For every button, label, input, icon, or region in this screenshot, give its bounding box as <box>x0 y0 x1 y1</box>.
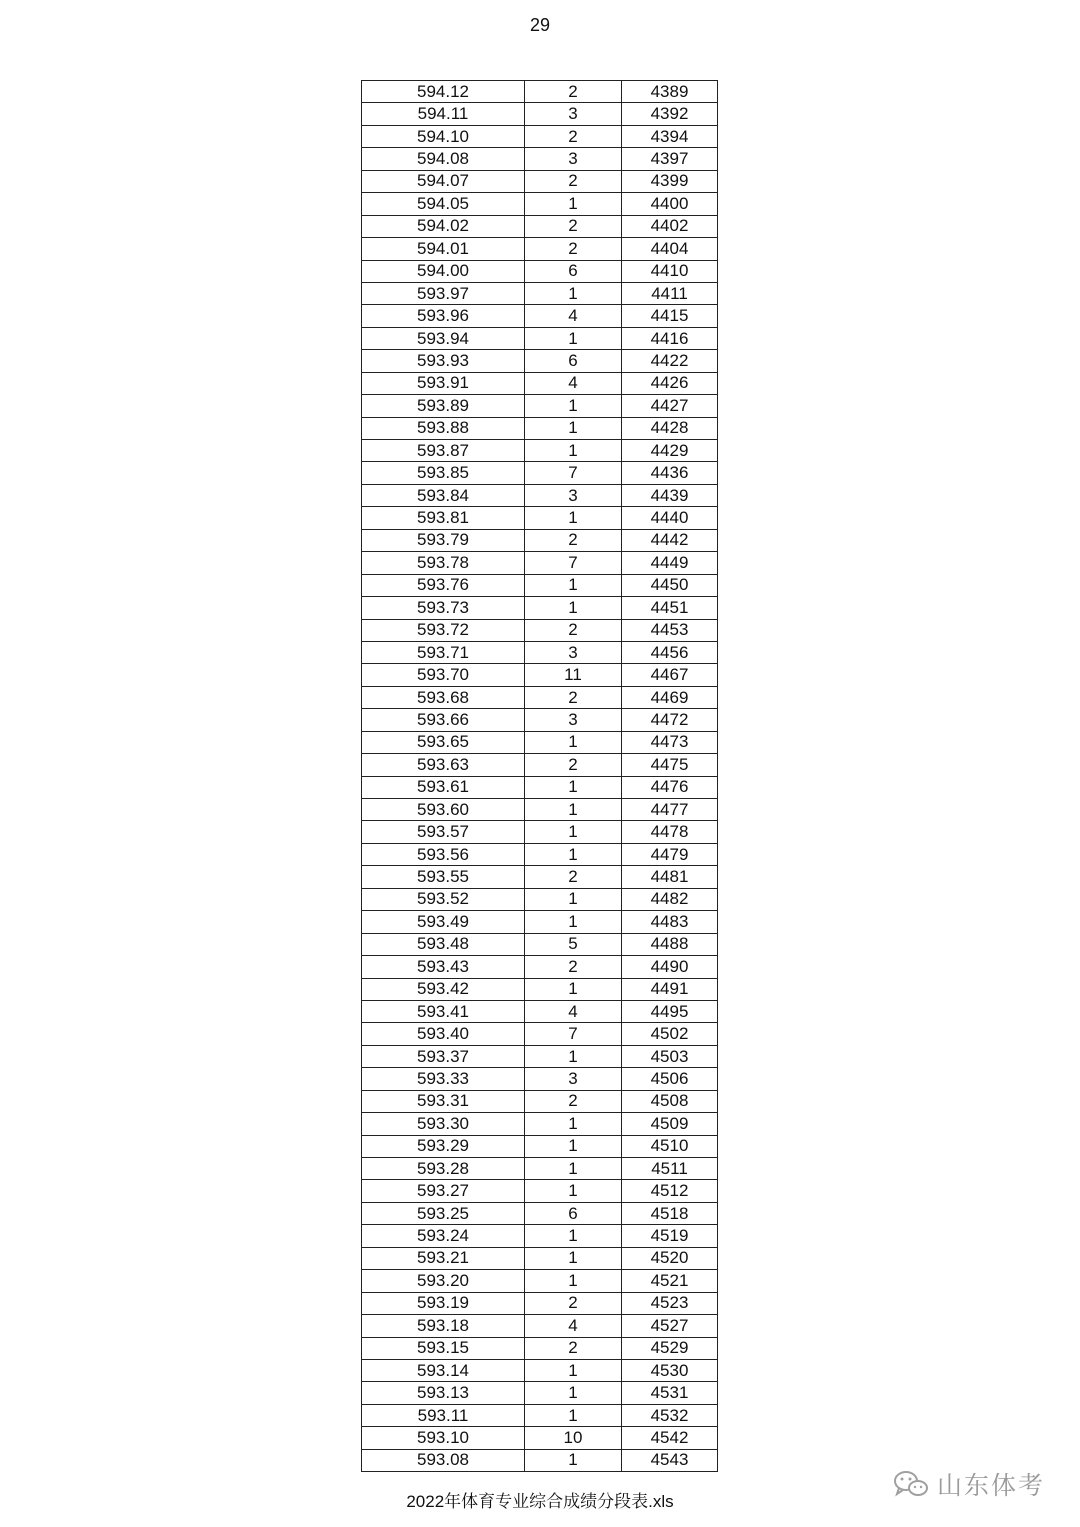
cumulative-cell: 4479 <box>622 843 718 865</box>
score-cell: 593.72 <box>362 619 525 641</box>
cumulative-cell: 4472 <box>622 709 718 731</box>
cumulative-cell: 4483 <box>622 911 718 933</box>
cumulative-cell: 4473 <box>622 731 718 753</box>
cumulative-cell: 4411 <box>622 282 718 304</box>
cumulative-cell: 4491 <box>622 978 718 1000</box>
score-cell: 593.57 <box>362 821 525 843</box>
count-cell: 1 <box>525 1247 622 1269</box>
cumulative-cell: 4509 <box>622 1113 718 1135</box>
table-row <box>362 1315 718 1337</box>
cumulative-cell: 4481 <box>622 866 718 888</box>
table-row <box>362 260 718 282</box>
score-cell: 593.10 <box>362 1427 525 1449</box>
table-row <box>362 709 718 731</box>
table-row <box>362 1225 718 1247</box>
table-row <box>362 350 718 372</box>
score-cell: 593.88 <box>362 417 525 439</box>
table-row <box>362 305 718 327</box>
table-row <box>362 238 718 260</box>
score-cell: 594.12 <box>362 81 525 103</box>
table-row <box>362 821 718 843</box>
score-cell: 593.14 <box>362 1359 525 1381</box>
score-cell: 593.15 <box>362 1337 525 1359</box>
count-cell: 1 <box>525 417 622 439</box>
count-cell: 1 <box>525 1449 622 1471</box>
cumulative-cell: 4436 <box>622 462 718 484</box>
count-cell: 4 <box>525 1315 622 1337</box>
count-cell: 3 <box>525 641 622 663</box>
score-cell: 593.66 <box>362 709 525 731</box>
count-cell: 1 <box>525 440 622 462</box>
count-cell: 2 <box>525 81 622 103</box>
cumulative-cell: 4404 <box>622 238 718 260</box>
score-cell: 593.31 <box>362 1090 525 1112</box>
table-row <box>362 731 718 753</box>
count-cell: 7 <box>525 1023 622 1045</box>
cumulative-cell: 4442 <box>622 529 718 551</box>
cumulative-cell: 4543 <box>622 1449 718 1471</box>
score-cell: 593.48 <box>362 933 525 955</box>
cumulative-cell: 4512 <box>622 1180 718 1202</box>
table-row <box>362 81 718 103</box>
count-cell: 6 <box>525 350 622 372</box>
cumulative-cell: 4482 <box>622 888 718 910</box>
count-cell: 2 <box>525 1292 622 1314</box>
score-cell: 593.24 <box>362 1225 525 1247</box>
count-cell: 1 <box>525 978 622 1000</box>
score-cell: 593.73 <box>362 597 525 619</box>
count-cell: 3 <box>525 103 622 125</box>
score-cell: 593.25 <box>362 1202 525 1224</box>
count-cell: 2 <box>525 956 622 978</box>
count-cell: 1 <box>525 776 622 798</box>
score-cell: 593.13 <box>362 1382 525 1404</box>
score-cell: 593.96 <box>362 305 525 327</box>
cumulative-cell: 4475 <box>622 754 718 776</box>
cumulative-cell: 4389 <box>622 81 718 103</box>
score-cell: 593.93 <box>362 350 525 372</box>
count-cell: 1 <box>525 843 622 865</box>
wechat-icon <box>893 1469 929 1499</box>
table-row <box>362 978 718 1000</box>
table-row <box>362 1180 718 1202</box>
count-cell: 1 <box>525 1270 622 1292</box>
cumulative-cell: 4451 <box>622 597 718 619</box>
score-cell: 594.07 <box>362 170 525 192</box>
score-cell: 593.61 <box>362 776 525 798</box>
score-cell: 593.87 <box>362 440 525 462</box>
score-cell: 593.41 <box>362 1000 525 1022</box>
table-row <box>362 664 718 686</box>
count-cell: 3 <box>525 709 622 731</box>
score-cell: 593.52 <box>362 888 525 910</box>
cumulative-cell: 4392 <box>622 103 718 125</box>
table-row <box>362 1337 718 1359</box>
score-cell: 594.08 <box>362 148 525 170</box>
cumulative-cell: 4495 <box>622 1000 718 1022</box>
table-row <box>362 597 718 619</box>
table-row <box>362 1247 718 1269</box>
cumulative-cell: 4467 <box>622 664 718 686</box>
score-cell: 594.00 <box>362 260 525 282</box>
cumulative-cell: 4394 <box>622 125 718 147</box>
table-row <box>362 1090 718 1112</box>
table-row <box>362 574 718 596</box>
table-row <box>362 372 718 394</box>
cumulative-cell: 4490 <box>622 956 718 978</box>
count-cell: 7 <box>525 552 622 574</box>
score-cell: 593.97 <box>362 282 525 304</box>
cumulative-cell: 4531 <box>622 1382 718 1404</box>
count-cell: 6 <box>525 1202 622 1224</box>
cumulative-cell: 4529 <box>622 1337 718 1359</box>
table-row <box>362 484 718 506</box>
cumulative-cell: 4453 <box>622 619 718 641</box>
score-cell: 593.94 <box>362 327 525 349</box>
count-cell: 2 <box>525 125 622 147</box>
count-cell: 1 <box>525 193 622 215</box>
count-cell: 2 <box>525 686 622 708</box>
table-row <box>362 1270 718 1292</box>
score-cell: 593.68 <box>362 686 525 708</box>
cumulative-cell: 4508 <box>622 1090 718 1112</box>
score-cell: 593.18 <box>362 1315 525 1337</box>
cumulative-cell: 4530 <box>622 1359 718 1381</box>
table-row <box>362 776 718 798</box>
watermark <box>893 1466 1045 1502</box>
count-cell: 1 <box>525 282 622 304</box>
score-cell: 594.11 <box>362 103 525 125</box>
count-cell: 2 <box>525 619 622 641</box>
score-cell: 593.60 <box>362 799 525 821</box>
count-cell: 2 <box>525 238 622 260</box>
table-row <box>362 170 718 192</box>
score-cell: 594.05 <box>362 193 525 215</box>
table-row <box>362 641 718 663</box>
table-row <box>362 1135 718 1157</box>
cumulative-cell: 4521 <box>622 1270 718 1292</box>
score-cell: 593.20 <box>362 1270 525 1292</box>
score-cell: 594.01 <box>362 238 525 260</box>
cumulative-cell: 4488 <box>622 933 718 955</box>
table-row <box>362 103 718 125</box>
score-cell: 593.71 <box>362 641 525 663</box>
table-row <box>362 529 718 551</box>
cumulative-cell: 4476 <box>622 776 718 798</box>
count-cell: 2 <box>525 170 622 192</box>
table-row <box>362 1404 718 1426</box>
score-cell: 593.76 <box>362 574 525 596</box>
cumulative-cell: 4428 <box>622 417 718 439</box>
count-cell: 1 <box>525 1135 622 1157</box>
count-cell: 1 <box>525 1382 622 1404</box>
table-row <box>362 193 718 215</box>
score-cell: 593.63 <box>362 754 525 776</box>
cumulative-cell: 4527 <box>622 1315 718 1337</box>
table-row <box>362 507 718 529</box>
cumulative-cell: 4427 <box>622 395 718 417</box>
score-cell: 593.70 <box>362 664 525 686</box>
cumulative-cell: 4523 <box>622 1292 718 1314</box>
table-row <box>362 1292 718 1314</box>
count-cell: 1 <box>525 821 622 843</box>
table-row <box>362 1000 718 1022</box>
table-row <box>362 686 718 708</box>
table-row <box>362 911 718 933</box>
score-cell: 593.42 <box>362 978 525 1000</box>
table-row <box>362 888 718 910</box>
count-cell: 1 <box>525 507 622 529</box>
page-number: 29 <box>529 15 551 35</box>
count-cell: 2 <box>525 529 622 551</box>
score-cell: 593.37 <box>362 1045 525 1067</box>
count-cell: 1 <box>525 574 622 596</box>
count-cell: 11 <box>525 664 622 686</box>
table-row <box>362 619 718 641</box>
cumulative-cell: 4503 <box>622 1045 718 1067</box>
score-cell: 593.89 <box>362 395 525 417</box>
table-row <box>362 933 718 955</box>
table-row <box>362 1068 718 1090</box>
score-cell: 593.11 <box>362 1404 525 1426</box>
score-cell: 593.65 <box>362 731 525 753</box>
table-row <box>362 462 718 484</box>
cumulative-cell: 4449 <box>622 552 718 574</box>
cumulative-cell: 4429 <box>622 440 718 462</box>
table-row <box>362 552 718 574</box>
count-cell: 6 <box>525 260 622 282</box>
cumulative-cell: 4532 <box>622 1404 718 1426</box>
count-cell: 4 <box>525 1000 622 1022</box>
count-cell: 1 <box>525 1045 622 1067</box>
count-cell: 1 <box>525 1225 622 1247</box>
table-row <box>362 148 718 170</box>
score-cell: 593.19 <box>362 1292 525 1314</box>
count-cell: 7 <box>525 462 622 484</box>
cumulative-cell: 4506 <box>622 1068 718 1090</box>
table-row <box>362 215 718 237</box>
cumulative-cell: 4416 <box>622 327 718 349</box>
table-row <box>362 1202 718 1224</box>
cumulative-cell: 4510 <box>622 1135 718 1157</box>
table-row <box>362 799 718 821</box>
score-cell: 593.79 <box>362 529 525 551</box>
score-cell: 593.28 <box>362 1158 525 1180</box>
cumulative-cell: 4397 <box>622 148 718 170</box>
score-cell: 593.08 <box>362 1449 525 1471</box>
count-cell: 1 <box>525 799 622 821</box>
count-cell: 1 <box>525 1180 622 1202</box>
score-cell: 593.29 <box>362 1135 525 1157</box>
score-cell: 593.85 <box>362 462 525 484</box>
score-cell: 594.10 <box>362 125 525 147</box>
score-cell: 593.55 <box>362 866 525 888</box>
count-cell: 3 <box>525 148 622 170</box>
count-cell: 5 <box>525 933 622 955</box>
table-row <box>362 1382 718 1404</box>
cumulative-cell: 4422 <box>622 350 718 372</box>
count-cell: 2 <box>525 1090 622 1112</box>
count-cell: 2 <box>525 215 622 237</box>
table-row <box>362 395 718 417</box>
table-row <box>362 1045 718 1067</box>
score-cell: 593.27 <box>362 1180 525 1202</box>
score-cell: 593.49 <box>362 911 525 933</box>
table-row <box>362 327 718 349</box>
table-body <box>362 81 718 1472</box>
cumulative-cell: 4511 <box>622 1158 718 1180</box>
score-cell: 593.84 <box>362 484 525 506</box>
cumulative-cell: 4415 <box>622 305 718 327</box>
cumulative-cell: 4450 <box>622 574 718 596</box>
score-cell: 593.91 <box>362 372 525 394</box>
count-cell: 2 <box>525 1337 622 1359</box>
table-row <box>362 1113 718 1135</box>
count-cell: 1 <box>525 597 622 619</box>
cumulative-cell: 4426 <box>622 372 718 394</box>
cumulative-cell: 4440 <box>622 507 718 529</box>
cumulative-cell: 4477 <box>622 799 718 821</box>
table-row <box>362 1359 718 1381</box>
count-cell: 3 <box>525 484 622 506</box>
cumulative-cell: 4518 <box>622 1202 718 1224</box>
count-cell: 1 <box>525 911 622 933</box>
count-cell: 1 <box>525 1359 622 1381</box>
score-cell: 593.40 <box>362 1023 525 1045</box>
score-cell: 593.21 <box>362 1247 525 1269</box>
table-row <box>362 282 718 304</box>
count-cell: 1 <box>525 1404 622 1426</box>
cumulative-cell: 4400 <box>622 193 718 215</box>
document-footer: 2022年体育专业综合成绩分段表.xls <box>406 1492 674 1511</box>
watermark-text: 山东体考 <box>937 1472 1046 1500</box>
cumulative-cell: 4520 <box>622 1247 718 1269</box>
table-row <box>362 1449 718 1471</box>
score-distribution-table <box>361 80 718 1472</box>
count-cell: 1 <box>525 888 622 910</box>
cumulative-cell: 4399 <box>622 170 718 192</box>
score-cell: 593.81 <box>362 507 525 529</box>
cumulative-cell: 4502 <box>622 1023 718 1045</box>
table-row <box>362 440 718 462</box>
score-cell: 594.02 <box>362 215 525 237</box>
count-cell: 1 <box>525 395 622 417</box>
count-cell: 1 <box>525 731 622 753</box>
cumulative-cell: 4402 <box>622 215 718 237</box>
count-cell: 2 <box>525 866 622 888</box>
table-row <box>362 843 718 865</box>
cumulative-cell: 4469 <box>622 686 718 708</box>
table-row <box>362 956 718 978</box>
cumulative-cell: 4519 <box>622 1225 718 1247</box>
table-row <box>362 125 718 147</box>
cumulative-cell: 4478 <box>622 821 718 843</box>
count-cell: 1 <box>525 1158 622 1180</box>
cumulative-cell: 4439 <box>622 484 718 506</box>
score-cell: 593.33 <box>362 1068 525 1090</box>
table-row <box>362 1158 718 1180</box>
table-row <box>362 866 718 888</box>
score-cell: 593.78 <box>362 552 525 574</box>
score-cell: 593.56 <box>362 843 525 865</box>
count-cell: 1 <box>525 327 622 349</box>
table-row <box>362 754 718 776</box>
cumulative-cell: 4410 <box>622 260 718 282</box>
score-cell: 593.43 <box>362 956 525 978</box>
count-cell: 1 <box>525 1113 622 1135</box>
count-cell: 3 <box>525 1068 622 1090</box>
score-cell: 593.30 <box>362 1113 525 1135</box>
count-cell: 4 <box>525 372 622 394</box>
count-cell: 10 <box>525 1427 622 1449</box>
count-cell: 4 <box>525 305 622 327</box>
table-row <box>362 1427 718 1449</box>
cumulative-cell: 4542 <box>622 1427 718 1449</box>
table-row <box>362 417 718 439</box>
table-row <box>362 1023 718 1045</box>
count-cell: 2 <box>525 754 622 776</box>
cumulative-cell: 4456 <box>622 641 718 663</box>
